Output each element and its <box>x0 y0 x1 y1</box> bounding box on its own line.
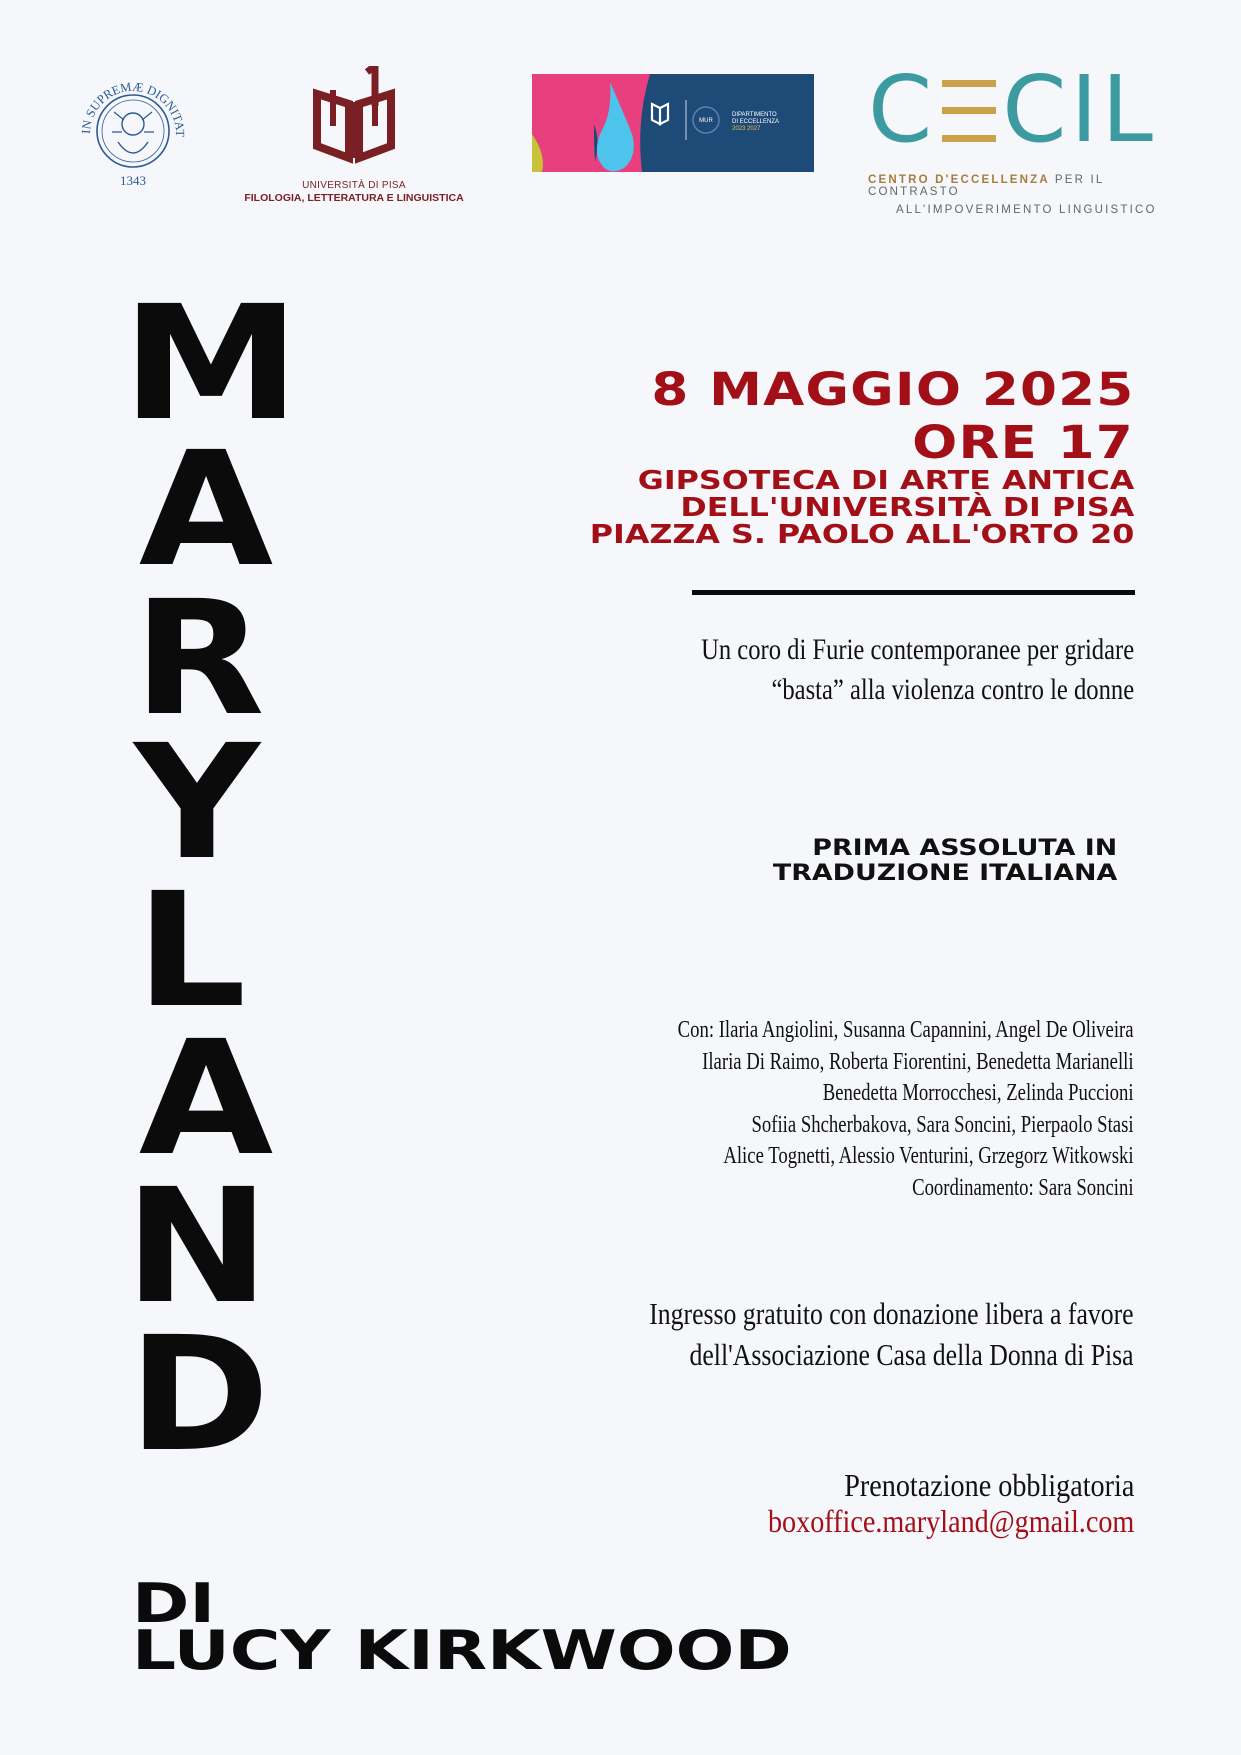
cecil-subtitle-line1 <box>868 174 1168 198</box>
cecil-subtitle-rest: PER IL CONTRASTO <box>868 174 1105 198</box>
cecil-subtitle-highlight: CENTRO D'ECCELLENZA <box>868 174 1050 186</box>
event-time: ORE 17 <box>912 416 1134 469</box>
cast-list <box>678 1015 1134 1204</box>
department-of-excellence-banner <box>532 74 814 172</box>
premiere-line: PRIMA ASSOLUTA IN <box>812 836 1117 861</box>
department-banner-text <box>732 112 779 133</box>
cecil-subtitle-line2: ALL'IMPOVERIMENTO LINGUISTICO <box>896 204 1157 216</box>
tagline <box>701 630 1134 710</box>
title-letter-a: A <box>138 418 274 602</box>
cast-line: Benedetta Morrocchesi, Zelinda Puccioni <box>823 1080 1134 1106</box>
booking-email-link[interactable]: boxoffice.maryland@gmail.com <box>767 1503 1134 1539</box>
booking-info <box>768 1467 1134 1539</box>
entry-info <box>650 1293 1134 1375</box>
mur-badge: MUR <box>699 118 713 124</box>
event-date: 8 MAGGIO 2025 <box>650 363 1134 416</box>
cecil-logo <box>868 56 1168 216</box>
seal-year: 1343 <box>120 173 146 188</box>
premiere-line: TRADUZIONE ITALIANA <box>772 861 1117 886</box>
cast-line: Ilaria Di Raimo, Roberta Fiorentini, Benedetta Marianelli <box>702 1048 1134 1075</box>
entry-line: dell'Associazione Casa della Donna di Pisa <box>689 1337 1134 1372</box>
venue-line: PIAZZA S. PAOLO ALL'ORTO 20 <box>589 520 1134 550</box>
tagline-line: “basta” alla violenza contro le donne <box>771 673 1134 706</box>
author-credit <box>132 1572 792 1682</box>
title-letter-l: L <box>135 859 247 1043</box>
cast-line: Sofiia Shcherbakova, Sara Soncini, Pierpaolo Stasi <box>751 1111 1134 1138</box>
banner-years: 2023 2027 <box>732 126 761 132</box>
cast-line: Alice Tognetti, Alessio Venturini, Grzegorz Witkowski <box>723 1143 1134 1169</box>
venue-line: DELL'UNIVERSITÀ DI PISA <box>680 493 1134 523</box>
cecil-letters-cil: CIL <box>1002 56 1157 163</box>
department-name: FILOLOGIA, LETTERATURA E LINGUISTICA <box>244 192 464 204</box>
banner-line-2: DI ECCELLENZA <box>732 119 780 125</box>
author-name: LUCY KIRKWOOD <box>132 1619 792 1682</box>
author-prefix: DI <box>132 1572 216 1635</box>
university-department-logo <box>236 66 472 226</box>
cecil-e-bars-icon <box>942 80 996 142</box>
svg-text:IN SUPREMÆ DIGNITATIS <box>74 72 187 138</box>
university-seal-logo <box>74 72 192 190</box>
title-letter-m: M <box>121 272 301 456</box>
cecil-wordmark <box>868 56 1168 163</box>
cast-line: Con: Ilaria Angiolini, Susanna Capannini, Angel De Oliveira <box>678 1017 1134 1043</box>
title-letter-n: N <box>124 1155 270 1339</box>
seal-ring-text: IN SUPREMÆ DIGNITAT <box>78 79 188 138</box>
venue-line: GIPSOTECA DI ARTE ANTICA <box>637 466 1134 496</box>
title-letter-y: Y <box>134 711 260 895</box>
tagline-line: Un coro di Furie contemporanee per gridare <box>700 633 1134 666</box>
cecil-letter-c: C <box>868 56 937 163</box>
title-letter-d: D <box>128 1303 270 1487</box>
event-venue <box>589 468 1134 549</box>
banner-line-1: DIPARTIMENTO <box>732 112 777 118</box>
divider <box>692 590 1135 595</box>
title-letter-r: R <box>133 567 265 751</box>
title-letter-a2: A <box>138 1007 274 1191</box>
entry-line: Ingresso gratuito con donazione libera a favore <box>649 1296 1134 1331</box>
university-name: UNIVERSITÀ DI PISA <box>302 180 406 191</box>
coordination-line: Coordinamento: Sara Soncini <box>912 1174 1134 1201</box>
booking-label: Prenotazione obbligatoria <box>843 1467 1134 1503</box>
open-book-icon <box>309 66 399 164</box>
premiere-note <box>773 836 1117 886</box>
